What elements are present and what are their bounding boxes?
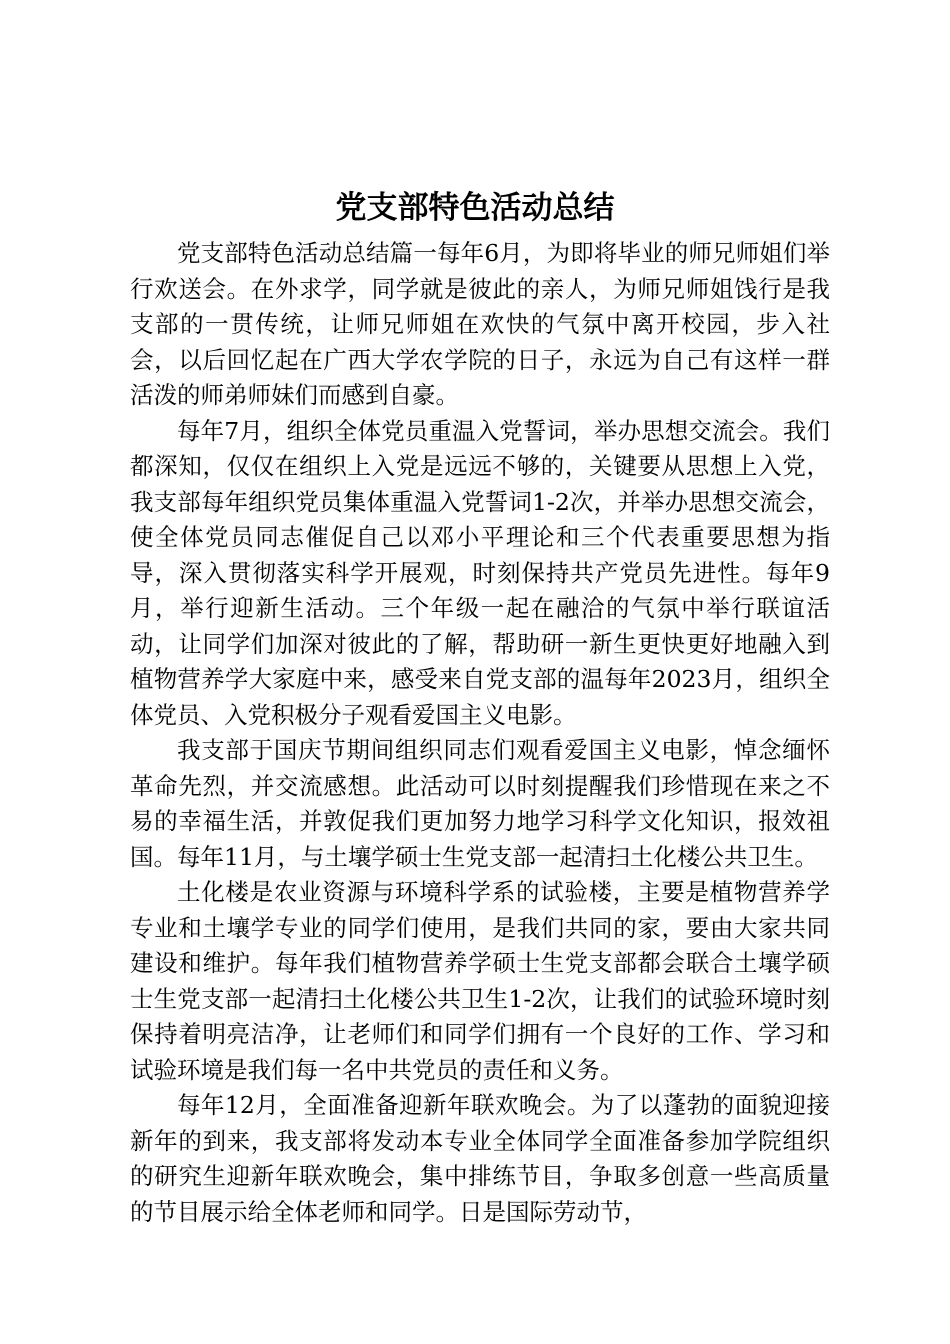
paragraph: 每年12月，全面准备迎新年联欢晚会。为了以蓬勃的面貌迎接新年的到来，我支部将发动本专业全体同学全面准备参加学院组织的研究生迎新年联欢晚会，集中排练节目，争取多创意一些高质量的节目展示给全体老师和同学。日是国际劳动节， (130, 1091, 830, 1226)
paragraph: 我支部于国庆节期间组织同志们观看爱国主义电影，悼念缅怀革命先烈，并交流感想。此活动可以时刻提醒我们珍惜现在来之不易的幸福生活，并敦促我们更加努力地学习科学文化知识，报效祖国。每年11月，与土壤学硕士生党支部一起清扫土化楼公共卫生。 (130, 736, 830, 871)
document-title: 党支部特色活动总结 (335, 190, 615, 226)
paragraph: 每年7月，组织全体党员重温入党誓词，举办思想交流会。我们都深知，仅仅在组织上入党是远远不够的，关键要从思想上入党，我支部每年组织党员集体重温入党誓词1-2次，并举办思想交流会，使全体党员同志催促自己以邓小平理论和三个代表重要思想为指导，深入贯彻落实科学开展观，时刻保持共产党员先进性。每年9月，举行迎新生活动。三个年级一起在融洽的气氛中举行联谊活动，让同学们加深对彼此的了解，帮助研一新生更快更好地融入到植物营养学大家庭中来，感受来自党支部的温每年2023月，组织全体党员、入党积极分子观看爱国主义电影。 (130, 416, 830, 729)
document-body (130, 236, 830, 1230)
paragraph: 土化楼是农业资源与环境科学系的试验楼，主要是植物营养学专业和土壤学专业的同学们使用，是我们共同的家，要由大家共同建设和维护。每年我们植物营养学硕士生党支部都会联合土壤学硕士生党支部一起清扫土化楼公共卫生1-2次，让我们的试验环境时刻保持着明亮洁净，让老师们和同学们拥有一个良好的工作、学习和试验环境是我们每一名中共党员的责任和义务。 (130, 878, 830, 1084)
paragraph: 党支部特色活动总结篇一每年6月，为即将毕业的师兄师姐们举行欢送会。在外求学，同学就是彼此的亲人，为师兄师姐饯行是我支部的一贯传统，让师兄师姐在欢快的气氛中离开校园，步入社会，以后回忆起在广西大学农学院的日子，永远为自己有这样一群活泼的师弟师妹们而感到自豪。 (130, 239, 830, 409)
